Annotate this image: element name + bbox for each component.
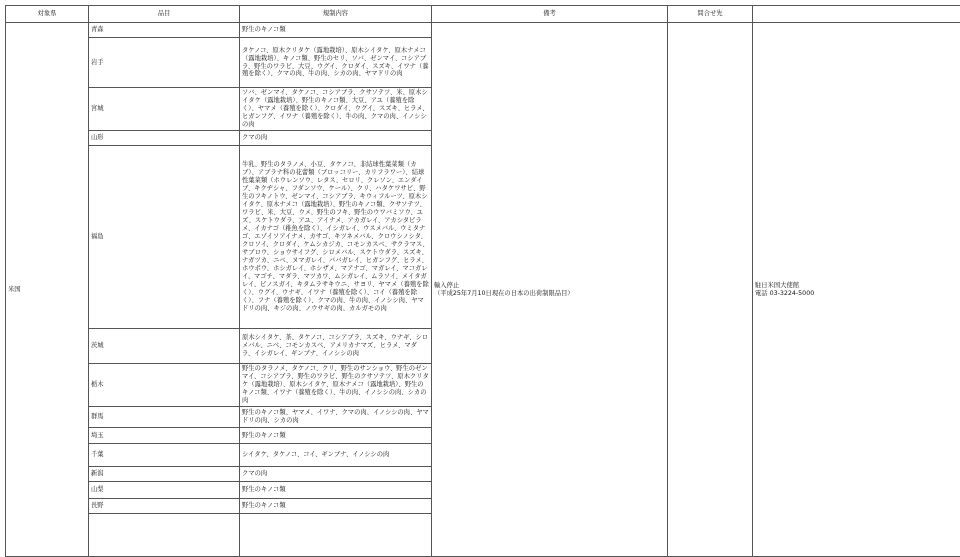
- items-cell: クマの肉: [240, 131, 432, 146]
- prefecture-cell: 山梨: [89, 482, 240, 499]
- header-target-prefecture: 対象県: [6, 6, 89, 23]
- items-cell: クマの肉: [240, 467, 432, 482]
- prefecture-cell: 山形: [89, 131, 240, 146]
- regulation-cell: [432, 23, 668, 557]
- header-regulation: 規制内容: [240, 6, 432, 23]
- contact-cell: [753, 23, 960, 557]
- items-cell: ソバ、ゼンマイ、タケノコ、コシアブラ、クサソテツ、米、原木シイタケ（露地栽培）、野生のキノコ類、大豆、アユ（養殖を除く）、ヤマメ（養殖を除く）、クロダイ、ウグイ、スズキ、ヒラメ、ヒガンフグ、イワナ（養殖を除く）、牛の肉、クマの肉、イノシシの肉: [240, 88, 432, 131]
- prefecture-cell: 岩手: [89, 38, 240, 88]
- prefecture-cell: 埼玉: [89, 428, 240, 444]
- items-cell: 野生のキノコ類: [240, 482, 432, 499]
- remarks-cell: [668, 23, 753, 557]
- header-contact: 問合せ先: [668, 6, 753, 23]
- contact-line-2: 電話 03-3224-5000: [755, 290, 960, 298]
- items-cell: 原木シイタケ、茶、タケノコ、コシアブラ、スズキ、ウナギ、シロメバル、ニベ、コモンカスベ、アメリカナマズ、ヒラメ、マダラ、イシガレイ、ギンブナ、イノシシの肉: [240, 329, 432, 364]
- items-cell: 野生のタラノメ、タケノコ、クリ、野生のサンショウ、野生のゼンマイ、コシアブラ、野生のワラビ、野生のクサソテツ、原木クリタケ（露地栽培）、原木シイタケ、原木ナメコ（露地栽培）、野生のキノコ類、イワナ（養殖を除く）、牛の肉、イノシシの肉、シカの肉: [240, 364, 432, 407]
- regulation-line-2: （平成25年7月10日現在の日本の出荷制限品目）: [434, 290, 665, 298]
- items-cell-empty: [240, 514, 432, 557]
- prefecture-cell: 新潟: [89, 467, 240, 482]
- prefecture-cell: 千葉: [89, 444, 240, 467]
- items-cell: 野生のキノコ類: [240, 499, 432, 514]
- prefecture-cell: 茨城: [89, 329, 240, 364]
- header-row: [6, 6, 960, 23]
- items-cell: シイタケ、タケノコ、コイ、ギンブナ、イノシシの肉: [240, 444, 432, 467]
- prefecture-cell: 宮城: [89, 88, 240, 131]
- restriction-table: [5, 5, 960, 557]
- items-cell: 牛乳、野生のタラノメ、小豆、タケノコ、非結球性葉菜類（カブ）、アブラナ科の花蕾類（ブロッコリー、カリフラワー）、結球性葉菜類（ホウレンソウ、レタス、セロリ、クレソン、エンダイブ、キクヂシャ、フダンソウ、ケール）、クリ、ハタケワサビ、野生のフキノトウ、ゼンマイ、コシアブラ、キウィフルーツ、原木シイタケ、原木ナメコ（露地栽培）、野生のキノコ類、クサソテツ、ワラビ、米、大豆、ウメ、野生のフキ、野生のウワバミソウ、ユズ、スケトウダラ、アユ、アイナメ、アカガレイ、アカシタビラメ、イカナゴ（稚魚を除く）、イシガレイ、ウスメバル、ウミタナゴ、エゾイソアイナメ、カサゴ、キツネメバル、クロウシノシタ、クロソイ、クロダイ、ケムシカジカ、コモンカスベ、サクラマス、サブロウ、ショウサイフグ、シロメバル、スケトウダラ、スズキ、ナガツカ、ニベ、ヌマガレイ、ババガレイ、ヒガンフグ、ヒラメ、ホウボウ、ホシガレイ、ホシザメ、マアナゴ、マガレイ、マコガレイ、マゴチ、マダラ、マツカワ、ムシガレイ、ムラソイ、メイタガレイ、ビノスガイ、キタムラサキウニ、サヨリ、ヤマメ（養殖を除く）、ウグイ、ウナギ、イワナ（養殖を除く）、コイ（養殖を除く）、フナ（養殖を除く）、クマの肉、牛の肉、イノシシ肉、ヤマドリの肉、キジの肉、ノウサギの肉、カルガモの肉: [240, 146, 432, 329]
- prefecture-cell: 栃木: [89, 364, 240, 407]
- items-cell: タケノコ、原木クリタケ（露地栽培）、原木シイタケ、原木ナメコ（露地栽培）、キノコ類、野生のセリ、ソバ、ゼンマイ、コシアブラ、野生のワラビ、大豆、ウグイ、クロダイ、スズキ、イワナ（養殖を除く）、クマの肉、牛の肉、シカの肉、ヤマドリの肉: [240, 38, 432, 88]
- table-row: [6, 23, 960, 38]
- prefecture-cell: 福島: [89, 146, 240, 329]
- prefecture-cell-empty: [89, 514, 240, 557]
- header-remarks: 備考: [432, 6, 668, 23]
- header-items: 品目: [89, 6, 240, 23]
- contact-line-1: 駐日米国大使館: [755, 282, 960, 290]
- prefecture-cell: 長野: [89, 499, 240, 514]
- country-cell: 米国: [6, 23, 89, 557]
- items-cell: 野生のキノコ類、ヤマメ、イワナ、クマの肉、イノシシの肉、ヤマドリの肉、シカの肉: [240, 407, 432, 428]
- items-cell: 野生のキノコ類: [240, 428, 432, 444]
- header-blank: [753, 6, 960, 23]
- items-cell: 野生のキノコ類: [240, 23, 432, 38]
- regulation-line-1: 輸入停止: [434, 282, 665, 290]
- prefecture-cell: 群馬: [89, 407, 240, 428]
- prefecture-cell: 青森: [89, 23, 240, 38]
